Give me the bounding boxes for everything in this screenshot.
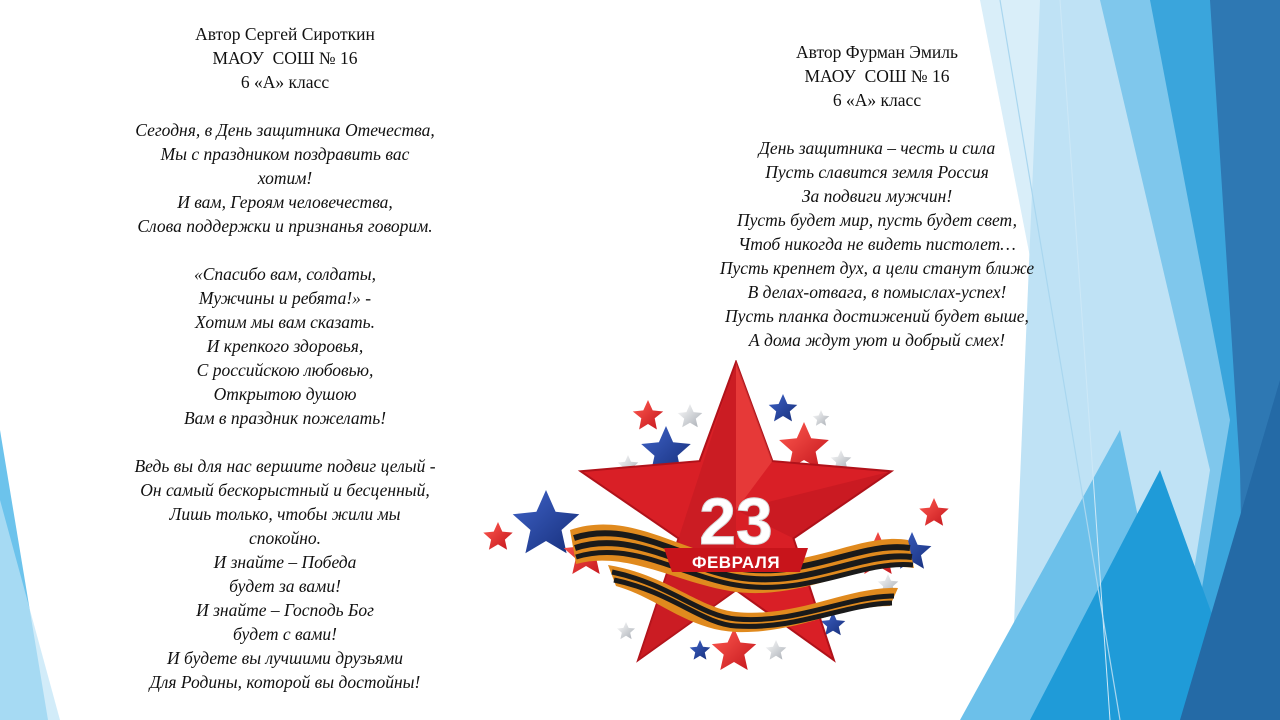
small-silver-star-icon — [766, 640, 787, 660]
poem-line: И знайте – Господь Бог — [196, 600, 374, 620]
poem-line: В делах-отвага, в помыслах-успех! — [747, 282, 1007, 302]
small-blue-star-icon — [769, 394, 798, 421]
right-poem-author: Автор Фурман Эмиль — [796, 42, 958, 62]
left-poem-school: МАОУ СОШ № 16 — [212, 48, 358, 68]
poem-line: «Спасибо вам, солдаты, — [193, 264, 377, 284]
spacer — [95, 94, 475, 118]
small-silver-star-icon — [678, 404, 703, 427]
poem-line: А дома ждут уют и добрый смех! — [748, 330, 1006, 350]
left-poem-author: Автор Сергей Сироткин — [195, 24, 375, 44]
poem-line: И знайте – Победа — [213, 552, 357, 572]
poem-line: Лишь только, чтобы жили мы — [169, 504, 401, 524]
poem-line: За подвиги мужчин! — [801, 186, 953, 206]
poem-line: Чтоб никогда не видеть пистолет… — [738, 234, 1016, 254]
poem-line: Пусть крепнет дух, а цели станут ближе — [719, 258, 1035, 278]
bg-wedge-left-light — [0, 500, 60, 720]
small-silver-star-icon — [617, 622, 635, 639]
left-poem-stanza-2 — [95, 262, 475, 430]
poem-line: Для Родины, которой вы достойны! — [149, 672, 421, 692]
small-blue-star-icon — [690, 640, 711, 660]
poem-line: Пусть будет мир, пусть будет свет, — [737, 210, 1017, 230]
spacer — [95, 238, 475, 262]
right-poem-class: 6 «А» класс — [832, 90, 922, 110]
poem-line: будет с вами! — [232, 624, 338, 644]
date-number: 23 — [699, 484, 773, 558]
poem-line: Пусть планка достижений будет выше, — [725, 306, 1029, 326]
left-poem-class: 6 «А» класс — [240, 72, 330, 92]
poem-line: И вам, Героям человечества, — [177, 192, 393, 212]
poem-line: Хотим мы вам сказать. — [194, 312, 375, 332]
poem-line: Сегодня, в День защитника Отечества, — [135, 120, 435, 140]
february-23-emblem — [478, 360, 958, 680]
left-poem-stanza-1 — [95, 118, 475, 238]
poem-line: Открытою душою — [213, 384, 357, 404]
date-month: ФЕВРАЛЯ — [691, 553, 781, 572]
poem-line: Мы с праздником поздравить вас — [160, 144, 410, 164]
spacer — [95, 430, 475, 454]
left-poem — [95, 22, 475, 694]
poem-line: С российскою любовью, — [196, 360, 374, 380]
poem-line: И крепкого здоровья, — [206, 336, 364, 356]
small-silver-star-icon — [813, 410, 830, 426]
poem-line: Ведь вы для нас вершите подвиг целый - — [134, 456, 436, 476]
poem-line: Пусть славится земля Россия — [765, 162, 989, 182]
small-red-star-icon — [919, 498, 948, 526]
right-poem-school: МАОУ СОШ № 16 — [804, 66, 950, 86]
small-red-star-icon — [483, 522, 512, 550]
left-poem-stanza-3 — [95, 454, 475, 694]
small-red-star-icon — [633, 400, 663, 430]
poem-line: Слова поддержки и признанья говорим. — [137, 216, 433, 236]
poem-line: спокойно. — [248, 528, 322, 548]
medium-red-star-icon — [712, 628, 756, 670]
poem-line: И будете вы лучшими друзьями — [166, 648, 404, 668]
poem-line: День защитника – честь и сила — [758, 138, 996, 158]
poem-line: Он самый бескорыстный и бесценный, — [140, 480, 430, 500]
poem-line: Мужчины и ребята!» - — [198, 288, 372, 308]
poem-line: будет за вами! — [229, 576, 341, 596]
right-poem — [677, 40, 1077, 352]
spacer — [677, 112, 1077, 136]
poem-line: Вам в праздник пожелать! — [183, 408, 387, 428]
poem-line: хотим! — [257, 168, 313, 188]
large-blue-star-icon — [513, 490, 580, 553]
